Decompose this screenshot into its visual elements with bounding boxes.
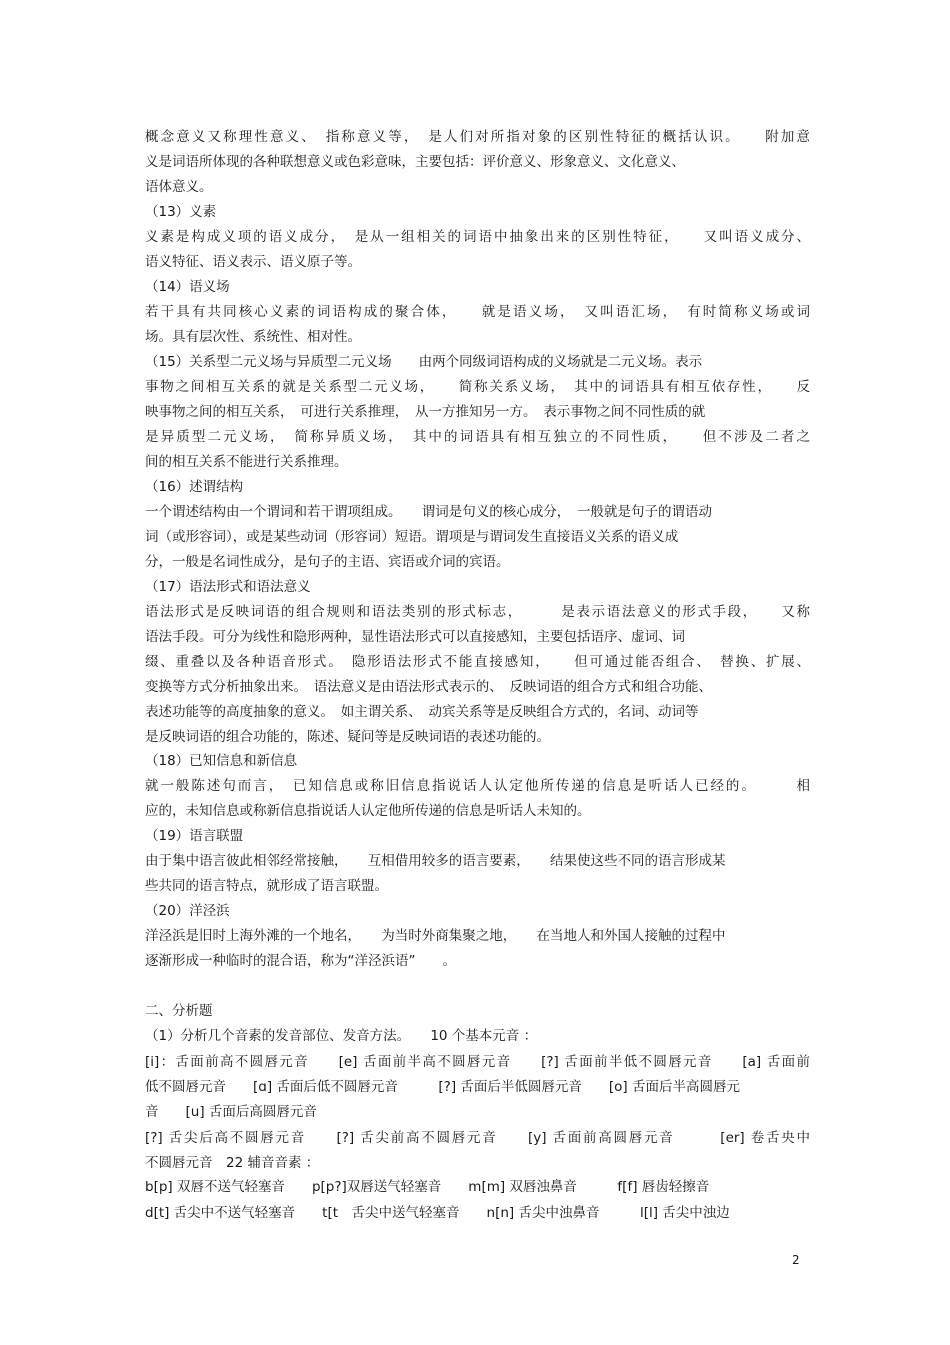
text-line: 二、分析题 xyxy=(145,1003,213,1019)
text-line: [?] 舌尖后高不圆唇元音 [?] 舌尖前高不圆唇元音 [y] 舌面前高圆唇元音 [er] 卷舌央中 xyxy=(145,1130,810,1146)
text-line: 低不圆唇元音 [ɑ] 舌面后低不圆唇元音 [?] 舌面后半低圆唇元音 [o] 舌面后半高圆唇元 xyxy=(145,1079,740,1095)
text-line: 逐渐形成一种临时的混合语，称为“洋泾浜语” 。 xyxy=(145,953,456,969)
text-line: 是异质型二元义场， 简称异质义场， 其中的词语具有相互独立的不同性质， 但不涉及二者之 xyxy=(145,429,810,445)
text-line: （17）语法形式和语法意义 xyxy=(145,579,311,595)
text-line: 分，一般是名词性成分，是句子的主语、宾语或介词的宾语。 xyxy=(145,554,510,570)
text-line: 表述功能等的高度抽象的意义。 如主谓关系、 动宾关系等是反映组合方式的，名词、动词等 xyxy=(145,704,699,720)
text-line: 间的相互关系不能进行关系推理。 xyxy=(145,454,348,470)
text-line: 音 [u] 舌面后高圆唇元音 xyxy=(145,1104,317,1120)
text-line: 事物之间相互关系的就是关系型二元义场， 简称关系义场， 其中的词语具有相互依存性， 反 xyxy=(145,379,810,395)
text-line: 词（或形容词），或是某些动词（形容词）短语。谓项是与谓词发生直接语义关系的语义成 xyxy=(145,529,679,545)
text-line: 映事物之间的相互关系， 可进行关系推理， 从一方推知另一方。 表示事物之间不同性质的就 xyxy=(145,404,706,420)
text-line: （18）已知信息和新信息 xyxy=(145,753,298,769)
text-line: （15）关系型二元义场与异质型二元义场 由两个同级词语构成的义场就是二元义场。表示 xyxy=(145,354,703,370)
text-line: 语义特征、语义表示、语义原子等。 xyxy=(145,254,361,270)
text-line: 义素是构成义项的语义成分， 是从一组相关的词语中抽象出来的区别性特征， 又叫语义成分、 xyxy=(145,229,810,245)
text-line: 应的，未知信息或称新信息指说话人认定他所传递的信息是听话人未知的。 xyxy=(145,803,591,819)
text-line: 语体意义。 xyxy=(145,179,213,195)
text-line: 义是词语所体现的各种联想意义或色彩意味，主要包括：评价意义、形象意义、文化意义、 xyxy=(145,154,685,170)
text-line: 概念意义又称理性意义、 指称意义等， 是人们对所指对象的区别性特征的概括认识。 附加意 xyxy=(145,129,810,145)
text-line: 变换等方式分析抽象出来。 语法意义是由语法形式表示的、 反映词语的组合方式和组合功能、 xyxy=(145,679,712,695)
page-number: 2 xyxy=(792,1253,800,1267)
text-line: （20）洋泾浜 xyxy=(145,903,230,919)
text-line: （16）述谓结构 xyxy=(145,479,244,495)
text-line: （1）分析几个音素的发音部位、发音方法。 10 个基本元音 ： xyxy=(145,1028,538,1044)
text-line: 一个谓述结构由一个谓词和若干谓项组成。 谓词是句义的核心成分， 一般就是句子的谓语动 xyxy=(145,504,712,520)
text-line: 由于集中语言彼此相邻经常接触， 互相借用较多的语言要素， 结果使这些不同的语言形成某 xyxy=(145,853,726,869)
text-line: 缀、重叠以及各种语音形式。 隐形语法形式不能直接感知， 但可通过能否组合、 替换、扩展、 xyxy=(145,654,810,670)
text-line: 是反映词语的组合功能的，陈述、疑问等是反映词语的表述功能的。 xyxy=(145,729,550,745)
text-line: 若干具有共同核心义素的词语构成的聚合体， 就是语义场， 又叫语汇场， 有时简称义场或词 xyxy=(145,304,810,320)
text-line: （19）语言联盟 xyxy=(145,828,244,844)
text-line: 场。具有层次性、系统性、相对性。 xyxy=(145,329,361,345)
text-line: [i]：舌面前高不圆唇元音 [e] 舌面前半高不圆唇元音 [?] 舌面前半低不圆唇元音 [a] 舌面前 xyxy=(145,1054,810,1070)
text-line: 些共同的语言特点，就形成了语言联盟。 xyxy=(145,878,388,894)
text-line: （14）语义场 xyxy=(145,279,230,295)
text-line: d[t] 舌尖中不送气轻塞音 t[t 舌尖中送气轻塞音 n[n] 舌尖中浊鼻音 l[l] 舌尖中浊边 xyxy=(145,1205,730,1221)
text-line: 洋泾浜是旧时上海外滩的一个地名， 为当时外商集聚之地， 在当地人和外国人接触的过程中 xyxy=(145,928,726,944)
text-line: （13）义素 xyxy=(145,204,217,220)
text-line: 语法形式是反映词语的组合规则和语法类别的形式标志， 是表示语法意义的形式手段， 又称 xyxy=(145,604,810,620)
text-line: 语法手段。可分为线性和隐形两种，显性语法形式可以直接感知，主要包括语序、虚词、词 xyxy=(145,629,685,645)
text-line: 不圆唇元音 22 辅音音素 ： xyxy=(145,1155,320,1171)
text-line: 就一般陈述句而言， 已知信息或称旧信息指说话人认定他所传递的信息是听话人已经的。 相 xyxy=(145,778,810,794)
text-line: b[p] 双唇不送气轻塞音 p[p?]双唇送气轻塞音 m[m] 双唇浊鼻音 f[f] 唇齿轻擦音 xyxy=(145,1179,710,1195)
